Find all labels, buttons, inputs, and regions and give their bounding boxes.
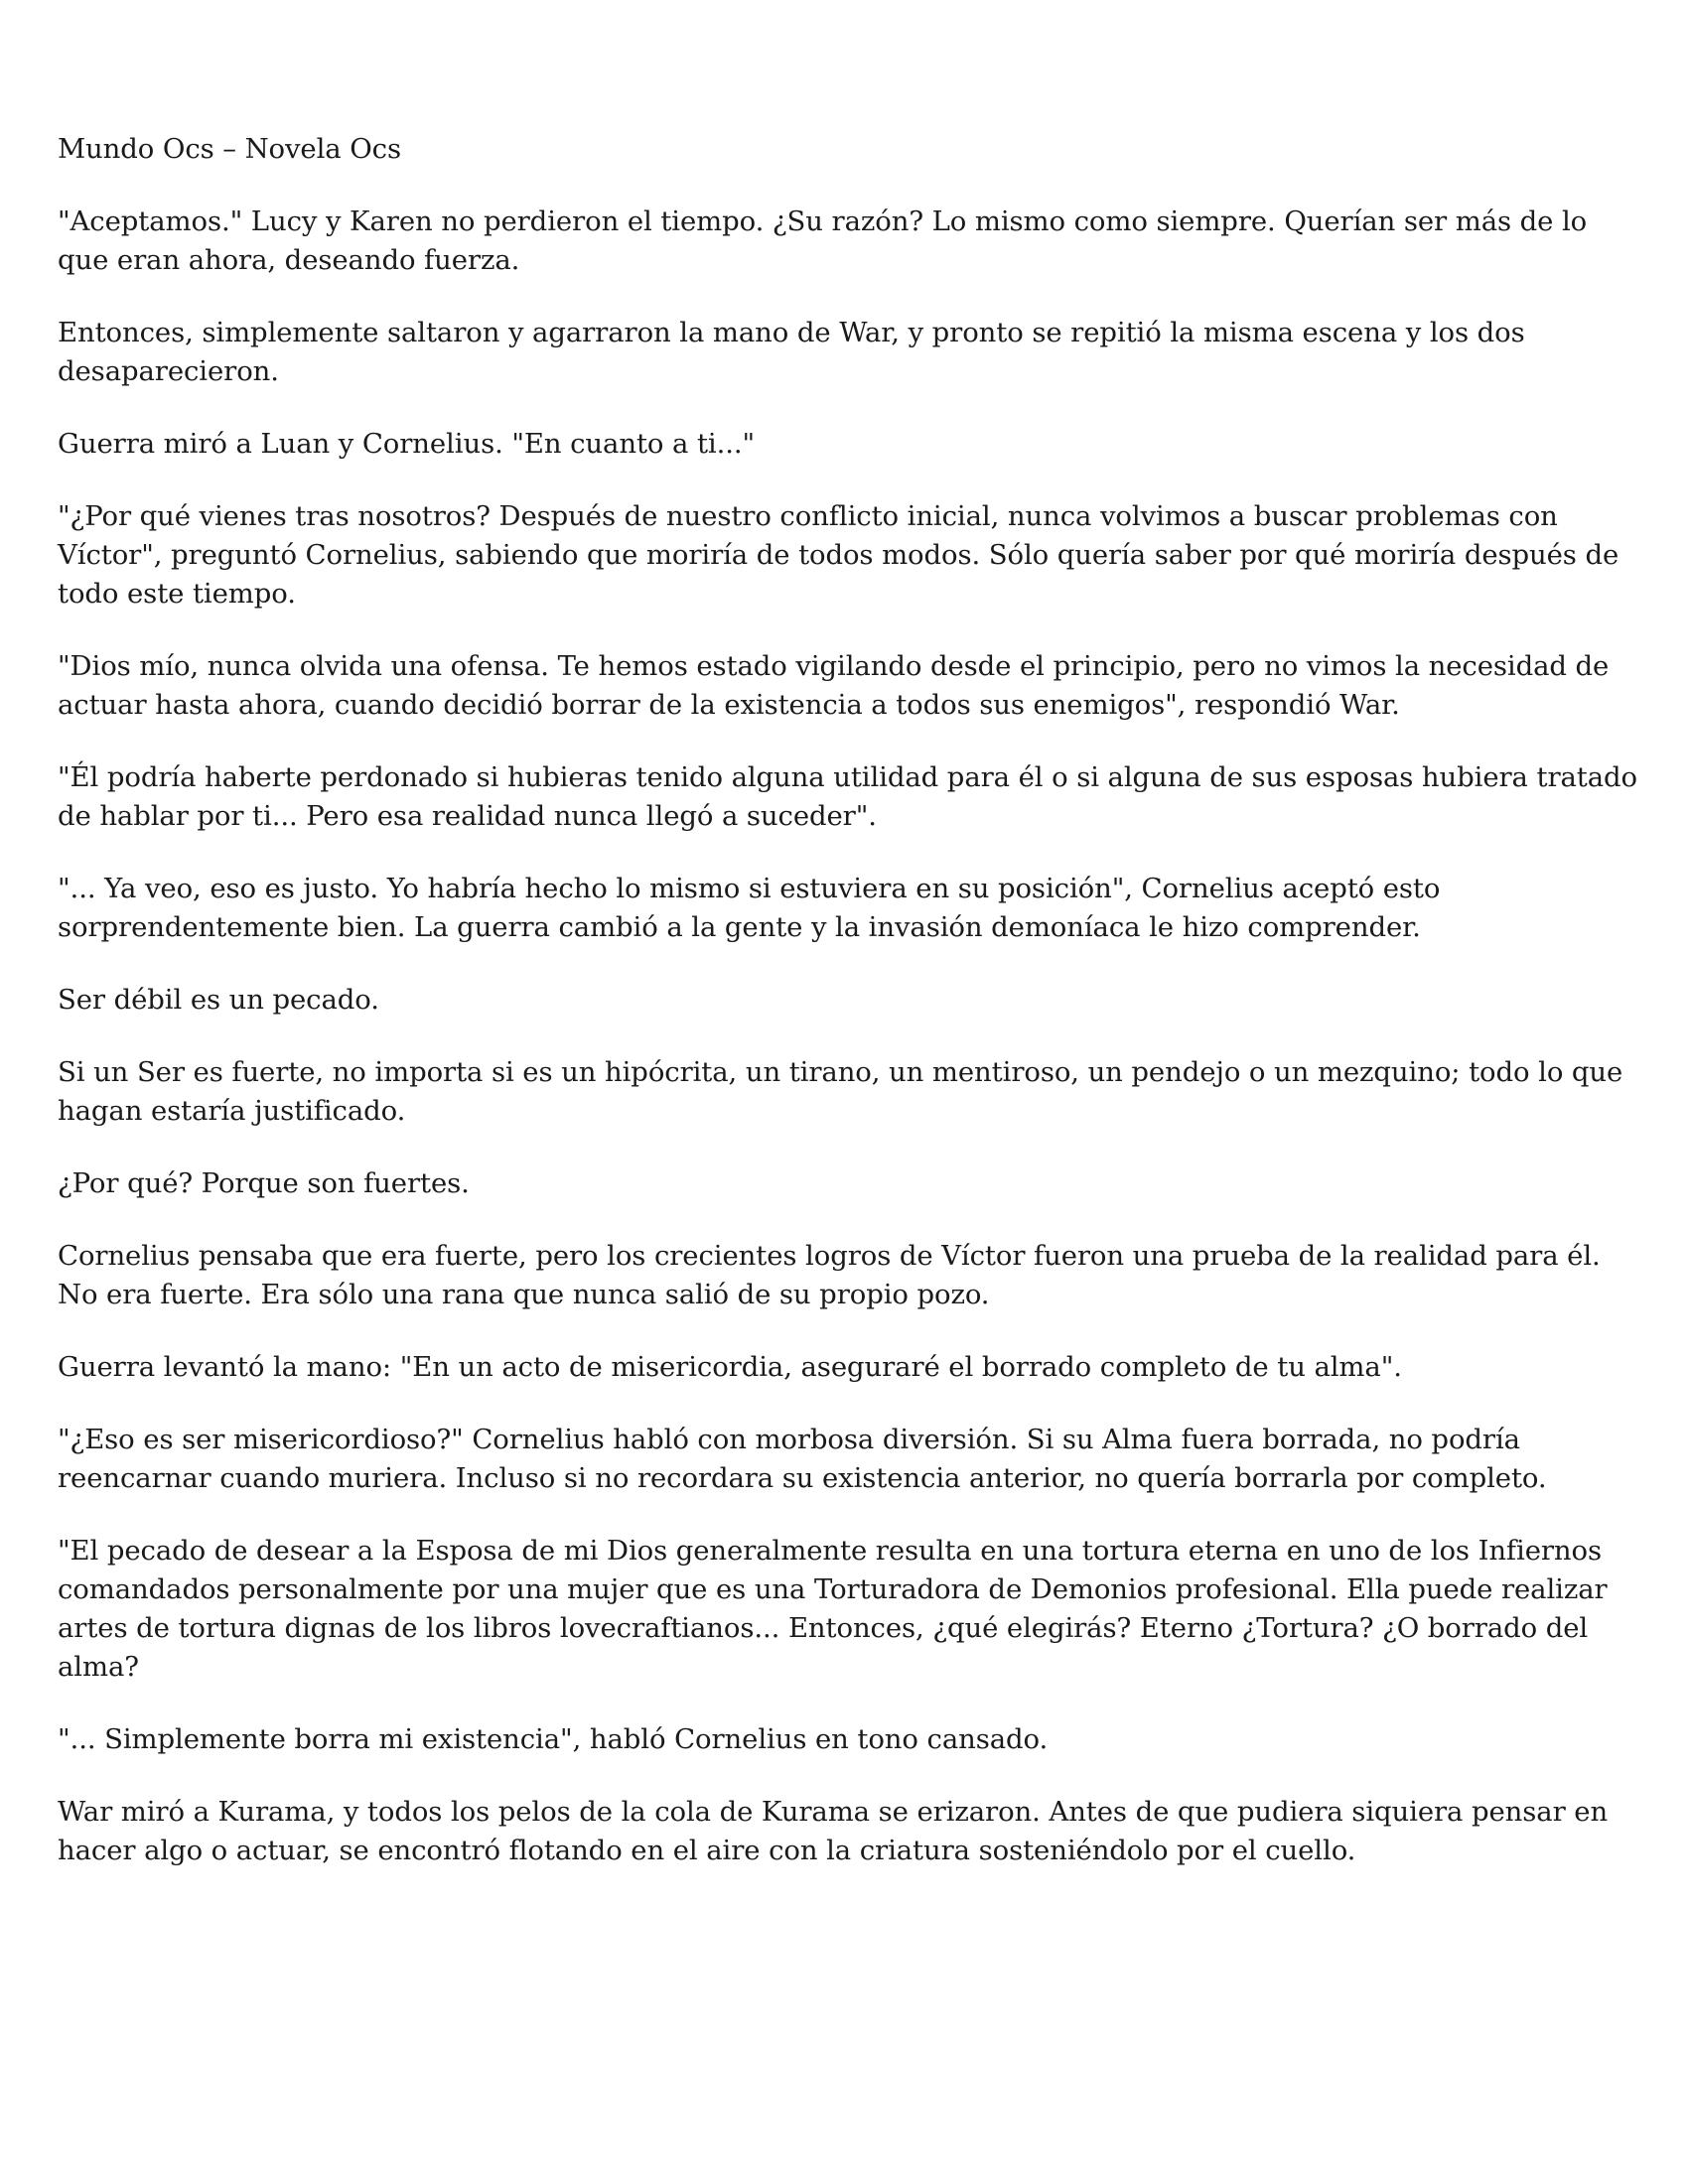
paragraph-16: War miró a Kurama, y todos los pelos de la cola de Kurama se erizaron. Antes de que pudiera siquiera pensar en hacer algo o actuar, se encontró flotando en el aire con la criatura sosteniéndolo por el cuello.	[58, 1796, 1609, 1866]
paragraph-5: "Dios mío, nunca olvida una ofensa. Te hemos estado vigilando desde el principio, pero no vimos la necesidad de actuar hasta ahora, cuando decidió borrar de la existencia a todos sus enemigos", respondió War.	[58, 650, 1610, 721]
paragraph-9: Si un Ser es fuerte, no importa si es un hipócrita, un tirano, un mentiroso, un pendejo o un mezquino; todo lo que hagan estaría justificado.	[58, 1056, 1623, 1127]
document-body	[58, 130, 1646, 1904]
paragraph-15: "... Simplemente borra mi existencia", habló Cornelius en tono cansado.	[58, 1723, 1049, 1755]
paragraph-2: Entonces, simplemente saltaron y agarraron la mano de War, y pronto se repitió la misma escena y los dos desaparecieron.	[58, 317, 1525, 387]
paragraph-10: ¿Por qué? Porque son fuertes.	[58, 1167, 470, 1199]
paragraph-3: Guerra miró a Luan y Cornelius. "En cuanto a ti..."	[58, 428, 756, 460]
paragraph-12: Guerra levantó la mano: "En un acto de misericordia, aseguraré el borrado completo de tu alma".	[58, 1351, 1402, 1383]
paragraph-11: Cornelius pensaba que era fuerte, pero los crecientes logros de Víctor fueron una prueba de la realidad para él. No era fuerte. Era sólo una rana que nunca salió de su propio pozo.	[58, 1240, 1601, 1310]
paragraph-7: "... Ya veo, eso es justo. Yo habría hecho lo mismo si estuviera en su posición", Cornelius aceptó esto sorprendentemente bien. La guerra cambió a la gente y la invasión demoníaca le hizo comprender.	[58, 873, 1441, 943]
paragraph-4: "¿Por qué vienes tras nosotros? Después de nuestro conflicto inicial, nunca volvimos a buscar problemas con Víctor", preguntó Cornelius, sabiendo que moriría de todos modos. Sólo quería saber por qué moriría después de todo este tiempo.	[58, 500, 1619, 610]
paragraph-8: Ser débil es un pecado.	[58, 984, 379, 1016]
paragraph-1: "Aceptamos." Lucy y Karen no perdieron el tiempo. ¿Su razón? Lo mismo como siempre. Querían ser más de lo que eran ahora, deseando fuerza.	[58, 205, 1588, 276]
paragraph-13: "¿Eso es ser misericordioso?" Cornelius habló con morbosa diversión. Si su Alma fuera borrada, no podría reencarnar cuando muriera. Incluso si no recordara su existencia anterior, no quería borrarla por completo.	[58, 1424, 1547, 1494]
paragraph-14: "El pecado de desear a la Esposa de mi Dios generalmente resulta en una tortura eterna en uno de los Infiernos comandados personalmente por una mujer que es una Torturadora de Demonios profesional. Ella puede realizar artes de tortura dignas de los libros lovecraftianos... Entonces, ¿qué elegirás? Eterno ¿Tortura? ¿O borrado del alma?	[58, 1535, 1608, 1683]
document-header: Mundo Ocs – Novela Ocs	[58, 133, 401, 165]
paragraph-6: "Él podría haberte perdonado si hubieras tenido alguna utilidad para él o si alguna de sus esposas hubiera tratado de hablar por ti... Pero esa realidad nunca llegó a suceder".	[58, 761, 1637, 832]
